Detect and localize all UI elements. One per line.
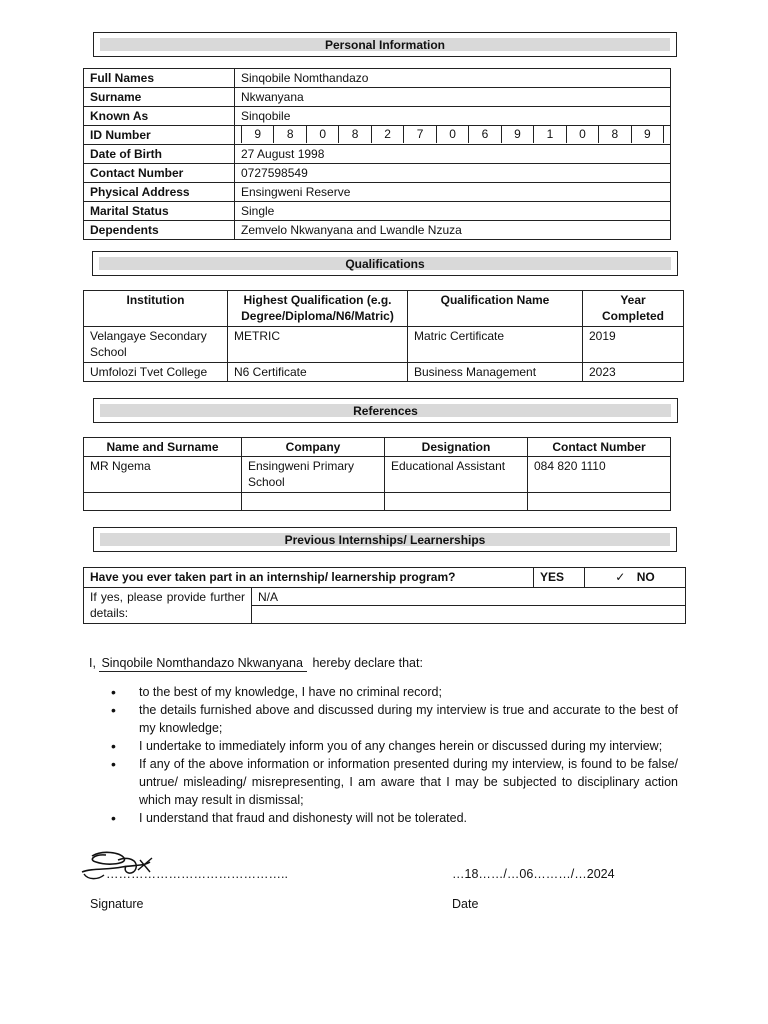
internships-section-header xyxy=(93,527,677,552)
table-row xyxy=(84,363,684,382)
qualifications-section-header xyxy=(92,251,678,276)
id-digit: 9 xyxy=(501,126,533,143)
known-as-value: Sinqobile xyxy=(235,107,671,126)
declarant-name: Sinqobile Nomthandazo Nkwanyana xyxy=(99,656,307,672)
table-cell: 084 820 1110 xyxy=(528,457,671,493)
row-label: Marital Status xyxy=(84,202,235,221)
row-label: Full Names xyxy=(84,69,235,88)
table-row xyxy=(84,588,686,624)
table-cell xyxy=(528,493,671,511)
table-cell: Business Management xyxy=(408,363,583,382)
table-cell: Matric Certificate xyxy=(408,327,583,363)
table-row xyxy=(84,183,671,202)
table-row xyxy=(84,164,671,183)
column-header: Contact Number xyxy=(528,438,671,457)
table-cell: MR Ngema xyxy=(84,457,242,493)
table-cell: N6 Certificate xyxy=(228,363,408,382)
table-cell: Ensingweni Primary School xyxy=(242,457,385,493)
declaration-item: • I understand that fraud and dishonesty will not be tolerated. xyxy=(97,809,678,827)
table-cell xyxy=(242,493,385,511)
row-label: Known As xyxy=(84,107,235,126)
table-cell: Velangaye Secondary School xyxy=(84,327,228,363)
id-digit: 0 xyxy=(436,126,468,143)
surname-value: Nkwanyana xyxy=(235,88,671,107)
row-label: Physical Address xyxy=(84,183,235,202)
date-label: Date xyxy=(452,897,479,911)
details-label: If yes, please provide further details: xyxy=(84,588,252,624)
table-row xyxy=(84,327,684,363)
table-row xyxy=(84,493,671,511)
id-digit: 7 xyxy=(403,126,435,143)
contact-number-value: 0727598549 xyxy=(235,164,671,183)
yes-option[interactable]: YES xyxy=(534,568,585,588)
id-number-digits xyxy=(241,126,664,143)
references-table xyxy=(83,437,671,511)
table-cell: Umfolozi Tvet College xyxy=(84,363,228,382)
table-row xyxy=(84,69,671,88)
personal-info-heading: Personal Information xyxy=(100,38,670,51)
row-label: Date of Birth xyxy=(84,145,235,164)
row-label: Surname xyxy=(84,88,235,107)
no-option[interactable] xyxy=(585,568,686,588)
column-header: Designation xyxy=(385,438,528,457)
table-cell: METRIC xyxy=(228,327,408,363)
marital-status-value: Single xyxy=(235,202,671,221)
declaration-line xyxy=(89,654,423,672)
table-row xyxy=(84,202,671,221)
declaration-item: • If any of the above information or information presented during my interview, is found to be false/ untrue/ misleading/ misrepresenting, I am aware that I may be subjected to disciplinary action which may result in dismissal; xyxy=(97,755,678,809)
table-row xyxy=(84,145,671,164)
table-cell xyxy=(385,493,528,511)
internships-heading: Previous Internships/ Learnerships xyxy=(100,533,670,546)
table-row xyxy=(84,568,686,588)
internship-question: Have you ever taken part in an internship/ learnership program? xyxy=(84,568,534,588)
references-heading: References xyxy=(100,404,671,417)
declaration-item: • the details furnished above and discussed during my interview is true and accurate to the best of my knowledge; xyxy=(97,701,678,737)
column-header: Qualification Name xyxy=(408,291,583,327)
date-value: …18……/…06………/…2024 xyxy=(452,867,615,881)
row-label: Dependents xyxy=(84,221,235,240)
table-cell: 2019 xyxy=(583,327,684,363)
id-digit: 9 xyxy=(631,126,663,143)
column-header: Highest Qualification (e.g. Degree/Diploma/N6/Matric) xyxy=(228,291,408,327)
table-row xyxy=(84,457,671,493)
row-label: ID Number xyxy=(84,126,235,145)
qualifications-heading: Qualifications xyxy=(99,257,671,270)
table-row xyxy=(84,107,671,126)
physical-address-value: Ensingweni Reserve xyxy=(235,183,671,202)
signature-label: Signature xyxy=(90,897,144,911)
id-digit: 8 xyxy=(598,126,630,143)
id-digit: 0 xyxy=(306,126,338,143)
table-cell: Educational Assistant xyxy=(385,457,528,493)
column-header: Year Completed xyxy=(583,291,684,327)
personal-info-section-header xyxy=(93,32,677,57)
table-row xyxy=(84,221,671,240)
declaration-prefix: I, xyxy=(89,656,96,670)
details-value: N/A xyxy=(252,588,685,606)
declaration-suffix: hereby declare that: xyxy=(312,656,423,670)
dob-value: 27 August 1998 xyxy=(235,145,671,164)
table-row xyxy=(84,126,671,145)
declaration-list xyxy=(97,683,678,827)
id-number-value xyxy=(235,126,671,145)
no-label: NO xyxy=(636,570,655,584)
id-digit: 0 xyxy=(566,126,598,143)
table-header-row xyxy=(84,291,684,327)
signature-line: …………………………………….. xyxy=(106,867,288,881)
declaration-item: • to the best of my knowledge, I have no criminal record; xyxy=(97,683,678,701)
id-digit: 2 xyxy=(371,126,403,143)
row-label: Contact Number xyxy=(84,164,235,183)
column-header: Name and Surname xyxy=(84,438,242,457)
id-digit: 9 xyxy=(241,126,273,143)
qualifications-table xyxy=(83,290,684,382)
table-cell xyxy=(84,493,242,511)
references-section-header xyxy=(93,398,678,423)
dependents-value: Zemvelo Nkwanyana and Lwandle Nzuza xyxy=(235,221,671,240)
column-header: Institution xyxy=(84,291,228,327)
table-header-row xyxy=(84,438,671,457)
id-digit: 6 xyxy=(468,126,500,143)
id-digit: 8 xyxy=(273,126,305,143)
details-cell xyxy=(252,588,686,624)
id-digit: 1 xyxy=(533,126,565,143)
declaration-item: • I undertake to immediately inform you of any changes herein or discussed during my interview; xyxy=(97,737,678,755)
internships-table xyxy=(83,567,686,624)
table-row xyxy=(84,88,671,107)
id-digit: 8 xyxy=(338,126,370,143)
personal-info-table xyxy=(83,68,671,240)
column-header: Company xyxy=(242,438,385,457)
table-cell: 2023 xyxy=(583,363,684,382)
checkmark-icon: ✓ xyxy=(615,570,626,584)
full-names-value: Sinqobile Nomthandazo xyxy=(235,69,671,88)
